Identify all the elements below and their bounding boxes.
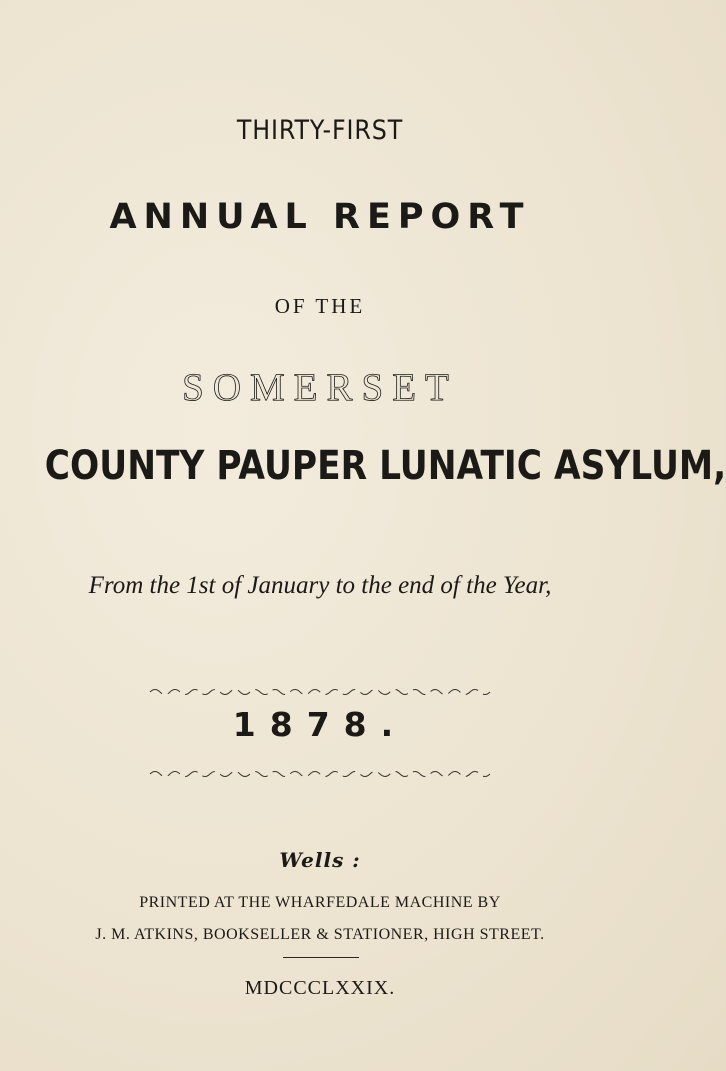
divider-rule (283, 957, 359, 958)
ordinal-heading: THIRTY-FIRST (236, 115, 404, 146)
report-heading: ANNUAL REPORT (109, 197, 531, 237)
bottom-flourish (150, 768, 490, 778)
of-the-text: OF THE (274, 294, 366, 318)
county-name-heading: SOMERSET (182, 366, 458, 409)
year-heading: 1878. (232, 705, 408, 744)
imprint-printer-line-2: J. M. ATKINS, BOOKSELLER & STATIONER, HIGH STREET. (95, 926, 545, 943)
roman-year: MDCCCLXXIX. (244, 977, 396, 999)
top-flourish (150, 686, 490, 696)
institution-heading: COUNTY PAUPER LUNATIC ASYLUM, (44, 443, 726, 489)
period-text: From the 1st of January to the end of the Year, (88, 572, 552, 599)
imprint-place: Wells : (279, 848, 361, 872)
imprint-printer-line-1: PRINTED AT THE WHARFEDALE MACHINE BY (139, 894, 501, 911)
